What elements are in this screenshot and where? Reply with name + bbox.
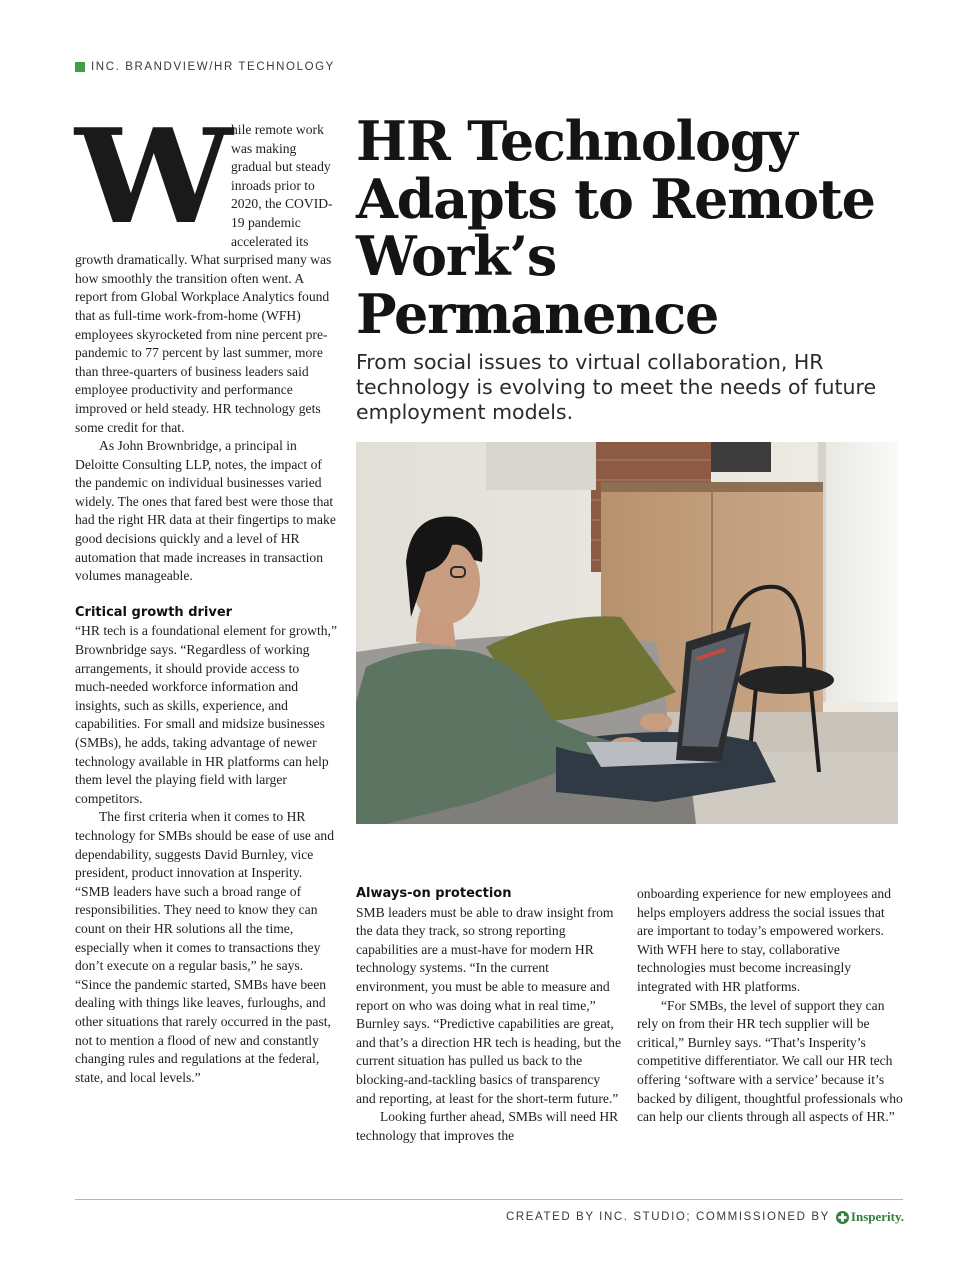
article-column-1 [75,100,337,1087]
article-column-2 [356,885,622,1145]
paragraph-7: onboarding experience for new employees and helps employers address the social issues that are important to today’s empowered workers. With WFH here to stay, collaborative technologies must become increasingly integrated with HR platforms. [637,886,892,994]
insperity-logo-text: Insperity. [850,1209,904,1224]
dek: From social issues to virtual collaboration, HR technology is evolving to meet the needs of future employment models. [356,350,877,424]
paragraph-2: As John Brownbridge, a principal in Deloitte Consulting LLP, notes, the impact of the pandemic on individual businesses varied widely. The ones that fared best were those that had the right HR data at their fingertips to make good decisions quickly and a level of HR automation that made increases in transaction volumes manageable. [75,438,336,584]
footer-credit [506,1209,904,1225]
paragraph-8: “For SMBs, the level of support they can rely on from their HR tech supplier will be critical,” Burnley says. “That’s Insperity’s competitive differentiator. We call our HR tech offering ‘software with a service’ because it’s backed by diligent, thoughtful professionals who can help our clients through all aspects of HR.” [637,997,903,1125]
subhead-critical-growth-driver: Critical growth driver [75,604,233,620]
insperity-cross-icon [836,1211,849,1224]
headline: HR Technology Adapts to Remote Work’s Permanence [356,109,875,346]
paragraph-1: hile remote work was making gradual but steady inroads prior to 2020, the COVID-19 pandemic accelerated its growth dramatically. What surprised many was how smoothly the transition often went. A report from Global Workplace Analytics found that as full-time work-from-home (WFH) employees skyrocketed from nine percent pre-pandemic to 77 percent by last summer, more than three-quarters of business leaders said employee productivity and performance improved or held steady. HR technology gets some credit for that. [75,122,333,435]
article-column-3 [637,885,903,1127]
section-marker-icon [75,62,85,72]
paragraph-6: Looking further ahead, SMBs will need HR technology that improves the [356,1109,619,1143]
section-tag-label: INC. BRANDVIEW/HR TECHNOLOGY [91,61,335,73]
subhead-always-on-protection: Always-on protection [356,886,512,901]
paragraph-4: The first criteria when it comes to HR technology for SMBs should be ease of use and dependability, suggests David Burnley, vice president, product innovation at Insperity. “SMB leaders have such a broad range of responsibilities. They need to know they can count on their HR solutions all the time, especially when it comes to transactions they don’t execute on a regular basis,” he says. “Since the pandemic started, SMBs have been dealing with things like leaves, furloughs, and other situations that rarely occurred in the past, not to mention a flood of new and constantly changing rules and regulations at the federal, state, and local levels.” [75,809,334,1085]
paragraph-5: SMB leaders must be able to draw insight from the data they track, so strong reporting capabilities are a must-have for modern HR technology systems. “In the current environment, you must be able to measure and report on who was doing what in real time,” Burnley says. “Predictive capabilities are great, and that’s a direction HR tech is heading, but the current situation has pulled us back to the blocking-and-tackling basics of transparency and reporting, at least for the short-term future.” [356,904,622,1106]
footer-credit-text: CREATED BY INC. STUDIO; COMMISSIONED BY [505,1211,830,1223]
paragraph-3: “HR tech is a foundational element for growth,” Brownbridge says. “Regardless of working arrangements, it should provide access to much-needed workforce information and insights, such as skills, experience, and capabilities. For small and midsize businesses (SMBs), he adds, taking advantage of newer technology available in HR platforms can help them level the playing field with larger competitors. [75,623,337,806]
footer-divider [75,1199,903,1200]
section-tag [75,61,335,73]
insperity-logo [836,1209,904,1225]
drop-cap: W [75,100,227,253]
article-photo [356,442,898,824]
